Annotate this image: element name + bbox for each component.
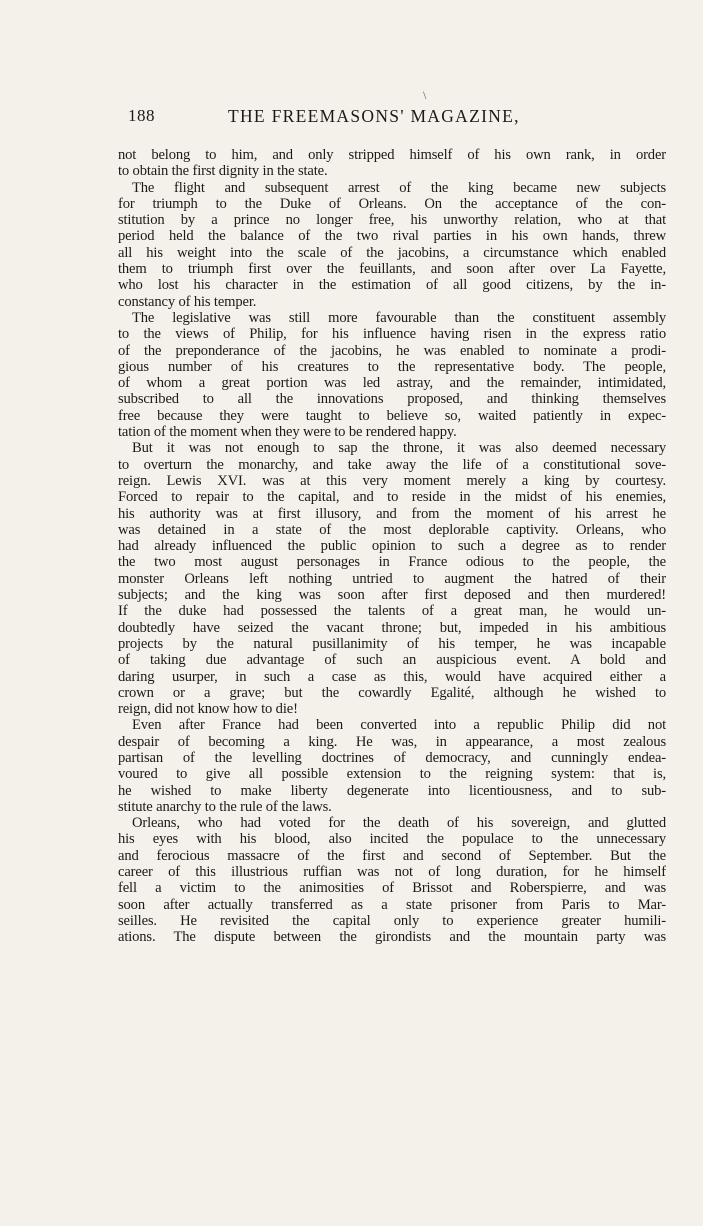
text-line: not belong to him, and only stripped himself of his own rank, in order <box>118 147 666 163</box>
text-line: period held the balance of the two rival parties in his own hands, threw <box>118 228 666 245</box>
text-line: of the preponderance of the jacobins, he was enabled to nominate a prodi- <box>118 342 666 359</box>
text-line: But it was not enough to sap the throne, it was also deemed necessary <box>132 440 666 457</box>
text-line: tation of the moment when they were to be rendered happy. <box>118 424 457 441</box>
text-line: to obtain the first dignity in the state. <box>118 163 328 180</box>
text-line: of whom a great portion was led astray, and the remainder, intimidated, <box>118 375 666 392</box>
paragraph <box>118 310 666 440</box>
text-line: subjects; and the king was soon after first deposed and then murdered! <box>118 587 666 604</box>
text-line: Forced to repair to the capital, and to reside in the midst of his enemies, <box>118 489 666 506</box>
text-line: ations. The dispute between the girondists and the mountain party was <box>118 929 666 946</box>
text-line: stitute anarchy to the rule of the laws. <box>118 798 332 815</box>
page-number: 188 <box>128 106 155 125</box>
text-line: The flight and subsequent arrest of the king became new subjects <box>132 179 666 196</box>
text-line: who lost his character in the estimation of all good citizens, by the in- <box>118 277 666 294</box>
text-line: his authority was at first illusory, and from the moment of his arrest he <box>118 505 666 522</box>
text-line: seilles. He revisited the capital only to experience greater humili- <box>118 912 666 929</box>
text-line: fell a victim to the animosities of Brissot and Roberspierre, and was <box>118 880 666 897</box>
text-line: Even after France had been converted into a republic Philip did not <box>132 717 666 734</box>
text-line: doubtedly have seized the vacant throne; but, impeded in his ambitious <box>118 619 666 636</box>
text-line: he wished to make liberty degenerate into licentiousness, and to sub- <box>118 782 666 799</box>
text-line: for triumph to the Duke of Orleans. On the acceptance of the con- <box>118 195 666 212</box>
text-line: career of this illustrious ruffian was not of long duration, for he himself <box>118 864 666 881</box>
body-text <box>118 147 666 946</box>
paragraph <box>118 717 666 815</box>
text-line: projects by the natural pusillanimity of his temper, he was incapable <box>118 635 666 652</box>
text-line: had already influenced the public opinion to such a degree as to render <box>118 538 666 555</box>
text-line: Orleans, who had voted for the death of his sovereign, and glutted <box>132 815 666 832</box>
text-line: voured to give all possible extension to the reigning system: that is, <box>118 766 666 783</box>
page-header <box>128 106 668 132</box>
text-line: and ferocious massacre of the first and second of September. But the <box>118 847 666 864</box>
text-line: daring usurper, in such a case as this, would have acquired either a <box>118 668 666 685</box>
text-line: his eyes with his blood, also incited the populace to the unnecessary <box>118 831 666 848</box>
text-line: crown or a grave; but the cowardly Egalité, although he wished to <box>118 684 666 701</box>
text-line: partisan of the levelling doctrines of democracy, and cunningly endea- <box>118 749 666 766</box>
text-line: despair of becoming a king. He was, in appearance, a most zealous <box>118 733 666 750</box>
paragraph <box>118 147 666 180</box>
text-line: the two most august personages in France odious to the people, the <box>118 554 666 571</box>
text-line: constancy of his temper. <box>118 293 257 310</box>
margin-mark: \ <box>423 88 427 102</box>
text-line: of taking due advantage of such an auspicious event. A bold and <box>118 652 666 669</box>
text-line: subscribed to all the innovations proposed, and thinking themselves <box>118 391 666 408</box>
running-head: THE FREEMASONS' MAGAZINE, <box>228 106 520 126</box>
text-line: reign, did not know how to die! <box>118 701 298 718</box>
text-line: stitution by a prince no longer free, his unworthy relation, who at that <box>118 212 666 229</box>
text-line: them to triumph first over the feuillants, and soon after over La Fayette, <box>118 261 666 278</box>
text-line: gious number of his creatures to the representative body. The people, <box>118 358 666 375</box>
text-line: If the duke had possessed the talents of a great man, he would un- <box>118 603 666 620</box>
text-line: The legislative was still more favourable than the constituent assembly <box>132 309 666 326</box>
text-line: to overturn the monarchy, and take away the life of a constitutional sove- <box>118 456 666 473</box>
paragraph <box>118 180 666 310</box>
paragraph <box>118 440 666 717</box>
text-line: all his weight into the scale of the jacobins, a circumstance which enabled <box>118 244 666 261</box>
text-line: monster Orleans left nothing untried to augment the hatred of their <box>118 570 666 587</box>
text-line: to the views of Philip, for his influence having risen in the express ratio <box>118 326 666 343</box>
text-line: free because they were taught to believe so, waited patiently in expec- <box>118 407 666 424</box>
text-line: soon after actually transferred as a state prisoner from Paris to Mar- <box>118 896 666 913</box>
text-line: reign. Lewis XVI. was at this very moment merely a king by courtesy. <box>118 472 666 489</box>
text-line: was detained in a state of the most deplorable captivity. Orleans, who <box>118 521 666 538</box>
paragraph <box>118 815 666 945</box>
